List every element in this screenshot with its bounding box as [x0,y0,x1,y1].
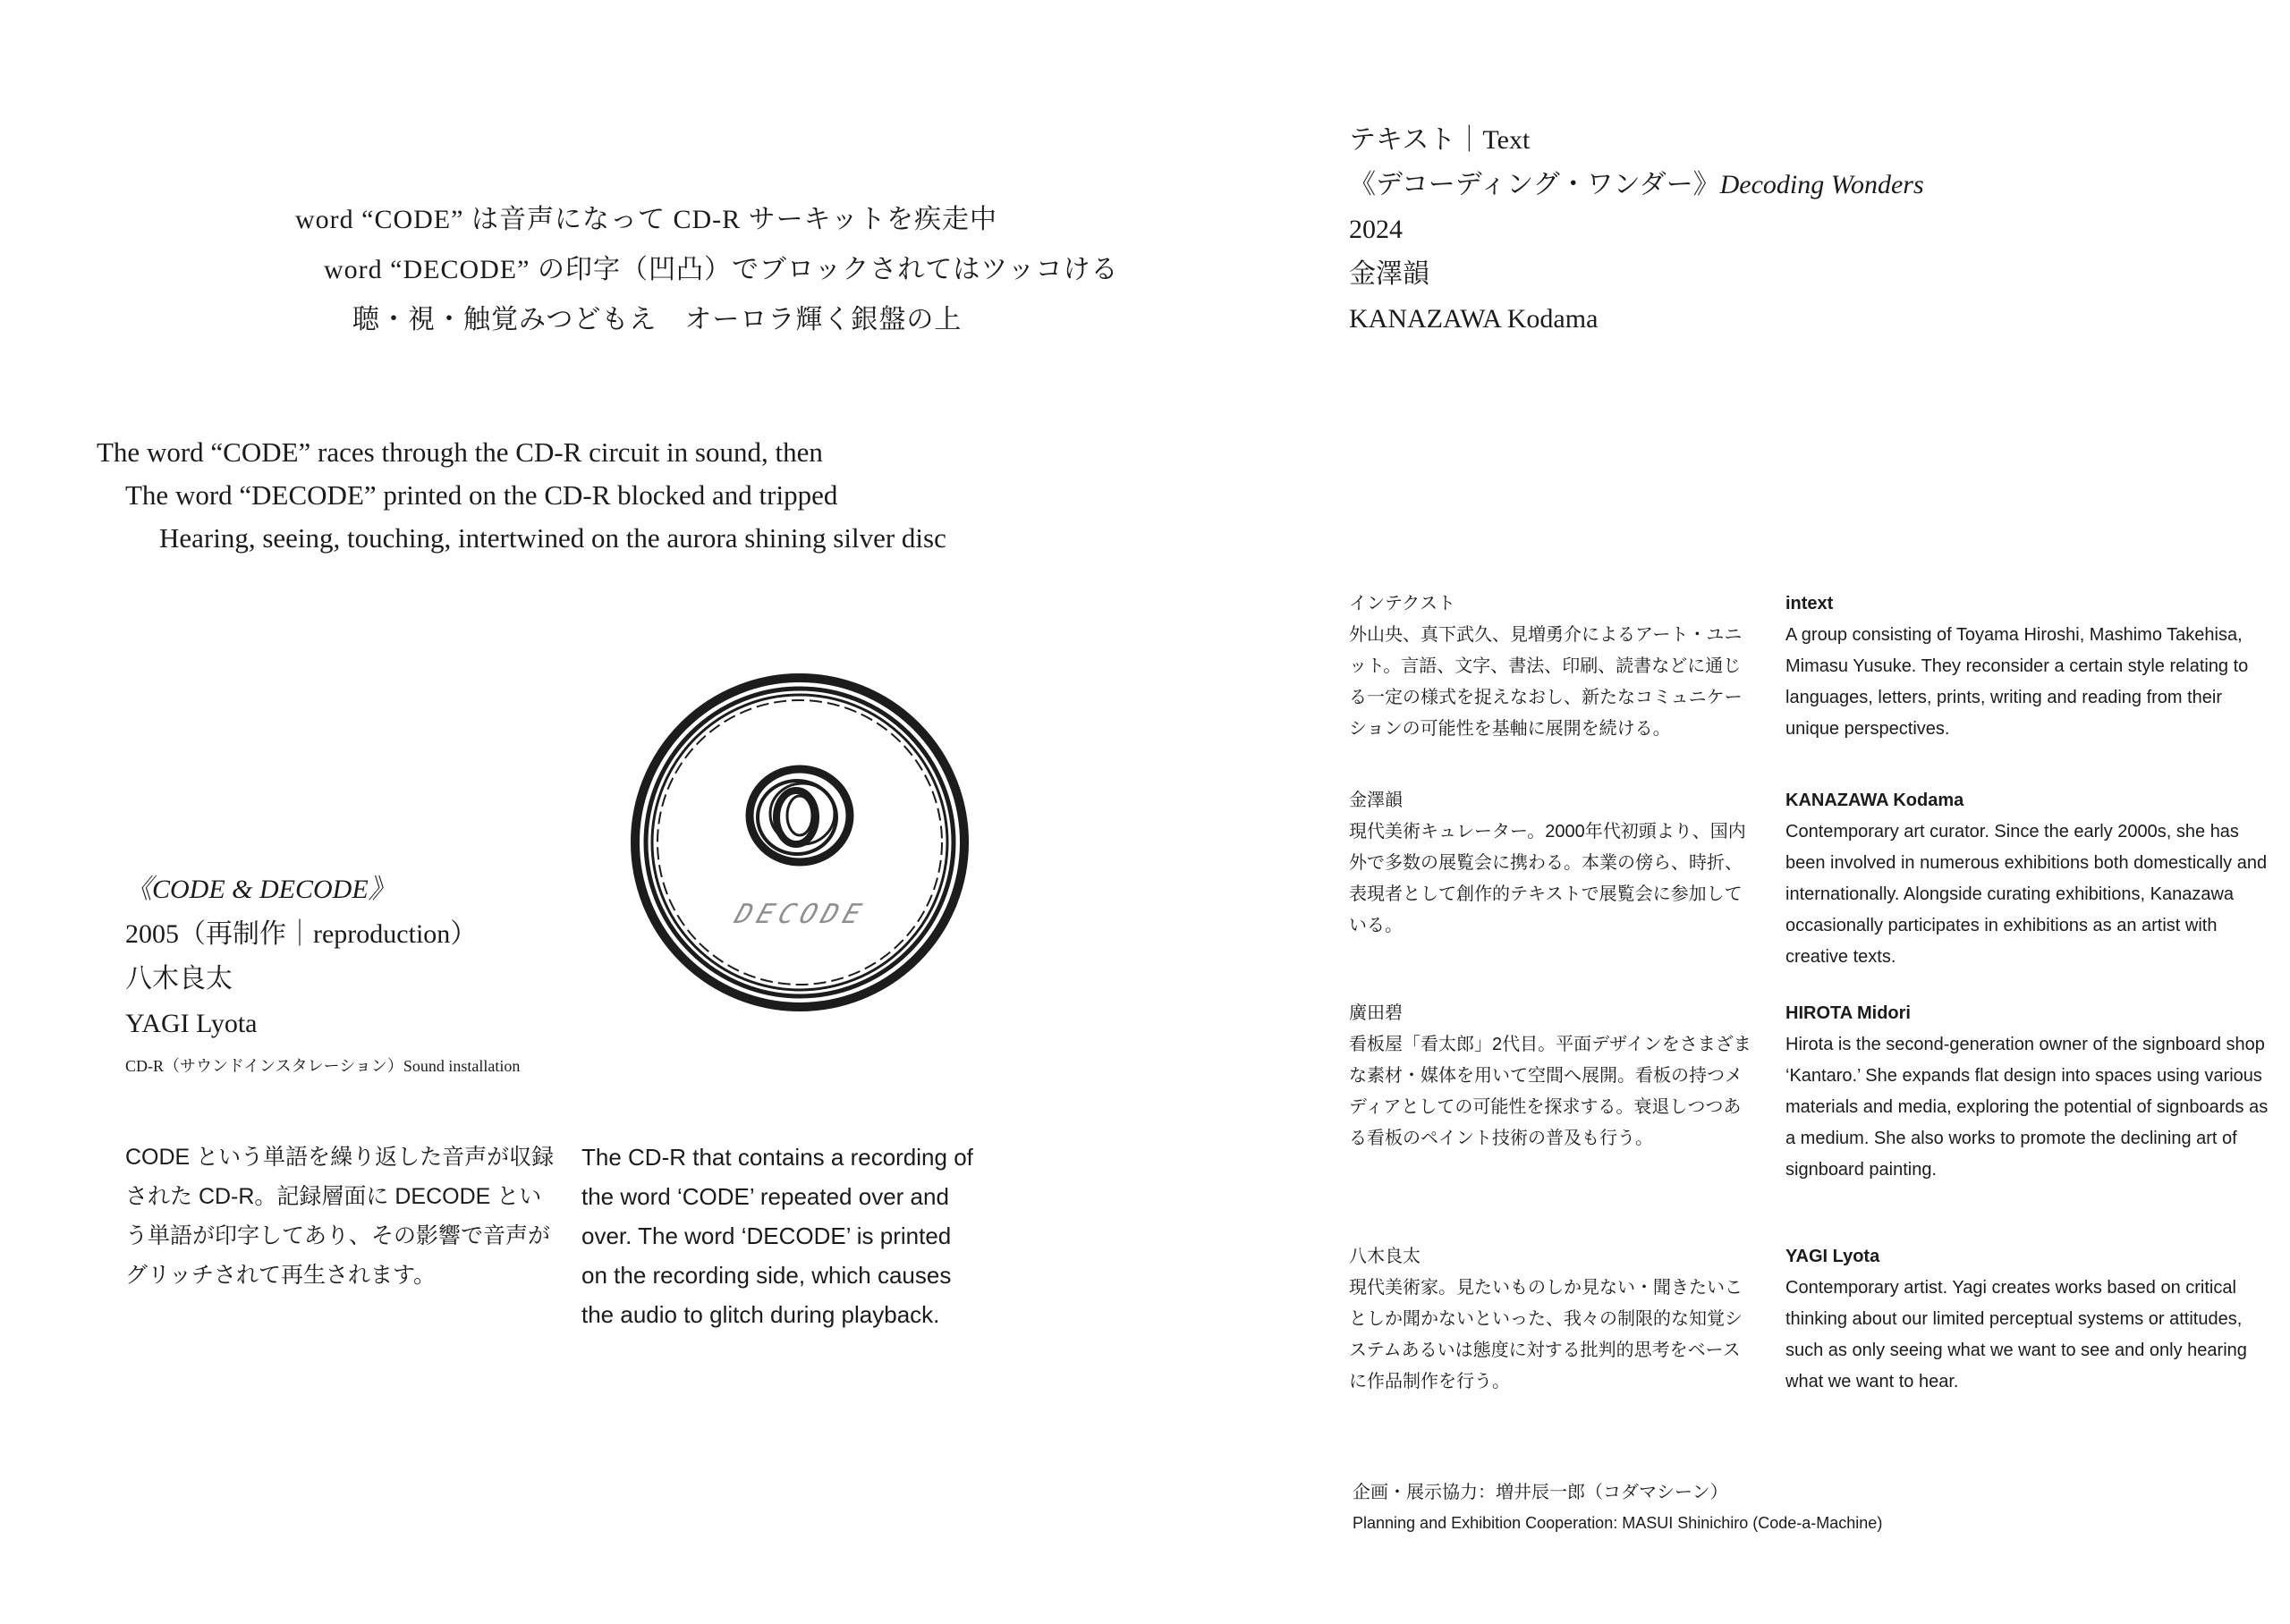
bio-text: 現代美術キュレーター。2000年代初頭より、国内外で多数の展覧会に携わる。本業の傍ら、時折、表現者として創作的テキストで展覧会に参加している。 [1349,822,1746,935]
cd-disc-image [621,664,979,1021]
credits-title-ja: 《デコーディング・ワンダー》 [1349,170,1720,199]
poem-en-line-3: Hearing, seeing, touching, intertwined on the aurora shining silver disc [159,522,946,554]
bio-kanazawa-en [1785,785,2269,973]
bio-text: 現代美術家。見たいものしか見ない・聞きたいことしか聞かないといった、我々の制限的な知覚システムあるいは態度に対する批判的思考をベースに作品制作を行う。 [1349,1278,1743,1391]
bio-yagi-en [1785,1241,2269,1398]
disc-print-text: DECODE [731,898,870,930]
description-english: The CD-R that contains a recording of the word ‘CODE’ repeated over and over. The word ‘DECODE’ is printed on the recording side, which causes the audio to glitch during playback. [581,1144,973,1328]
bio-intext-ja [1349,588,1751,745]
bio-text: Contemporary art curator. Since the early 2000s, she has been involved in numerous exhibitions both domestically and internationally. Alongside curating exhibitions, Kanazawa occasionally participates in exhibitions as an artist with creative texts. [1785,822,2268,967]
footer-ja: 企画・展示協力：増井辰一郎（コダマシーン） [1353,1483,1728,1502]
poem-english [97,431,946,560]
credits-author-en: KANAZAWA Kodama [1349,304,1599,334]
bio-text: 看板屋「看太郎」2代目。平面デザインをさまざまな素材・媒体を用いて空間へ展開。看板の持つメディアとしての可能性を探求する。衰退しつつある看板のペイント技術の普及も行う。 [1349,1035,1751,1148]
bio-kanazawa-ja [1349,785,1751,942]
bio-text: A group consisting of Toyama Hiroshi, Mashimo Takehisa, Mimasu Yusuke. They reconsider a certain style relating to languages, letters, prints, writing and reading from their unique perspectives. [1785,625,2249,739]
bio-name: 八木良太 [1349,1247,1421,1266]
poem-ja-line-3: 聴・視・触覚みつどもえ オーロラ輝く銀盤の上 [352,305,963,334]
credits-author-ja: 金澤韻 [1349,259,1429,289]
credits-label: テキスト｜Text [1349,125,1531,155]
bio-name: インテクスト [1349,594,1455,613]
bio-text: Contemporary artist. Yagi creates works based on critical thinking about our limited perceptual systems or attitudes, such as only seeing what we want to see and only hearing what we want to hear. [1785,1278,2247,1391]
poem-ja-line-2: word “DECODE” の印字（凹凸）でブロックされてはツッコける [324,255,1119,284]
credits-title [1349,163,1924,207]
credits-title-en: Decoding Wonders [1719,170,1924,199]
text-credits [1349,118,1924,342]
poem-en-line-1: The word “CODE” races through the CD-R circuit in sound, then [97,436,823,468]
work-title: 《CODE & DECODE》 [125,875,395,904]
work-artist-ja: 八木良太 [125,964,233,994]
bio-hirota-en [1785,998,2269,1186]
poem-japanese [295,195,1118,345]
bio-name: 金澤韻 [1349,791,1403,810]
work-medium: CD-R（サウンドインスタレーション）Sound installation [125,1057,521,1075]
bio-name: YAGI Lyota [1785,1247,1880,1266]
bio-text: Hirota is the second-generation owner of the signboard shop ‘Kantaro.’ She expands flat design into spaces using various materials and media, exploring the potential of signboards as a medium. She also works to promote the declining art of signboard painting. [1785,1035,2269,1180]
footer-credits [1353,1477,1882,1538]
credits-year: 2024 [1349,215,1403,244]
description-japanese: CODE という単語を繰り返した音声が収録された CD-R。記録層面に DECODE という単語が印字してあり、その影響で音声がグリッチされて再生されます。 [125,1145,555,1288]
work-info [125,867,520,1086]
work-year: 2005（再制作｜reproduction） [125,919,478,949]
work-artist-en: YAGI Lyota [125,1009,258,1038]
bio-name: HIROTA Midori [1785,1003,1911,1023]
bio-intext-en [1785,588,2269,745]
bio-text: 外山央、真下武久、見増勇介によるアート・ユニット。言語、文字、書法、印刷、読書などに通じる一定の様式を捉えなおし、新たなコミュニケーションの可能性を基軸に展開を続ける。 [1349,625,1743,739]
footer-en: Planning and Exhibition Cooperation: MASUI Shinichiro (Code-a-Machine) [1353,1514,1883,1532]
bio-name: intext [1785,594,1834,613]
bio-name: 廣田碧 [1349,1003,1403,1023]
poem-ja-line-1: word “CODE” は音声になって CD-R サーキットを疾走中 [295,205,998,234]
bio-hirota-ja [1349,998,1751,1155]
bio-yagi-ja [1349,1241,1751,1398]
bio-name: KANAZAWA Kodama [1785,791,1964,810]
poem-en-line-2: The word “DECODE” printed on the CD-R blocked and tripped [125,479,838,511]
